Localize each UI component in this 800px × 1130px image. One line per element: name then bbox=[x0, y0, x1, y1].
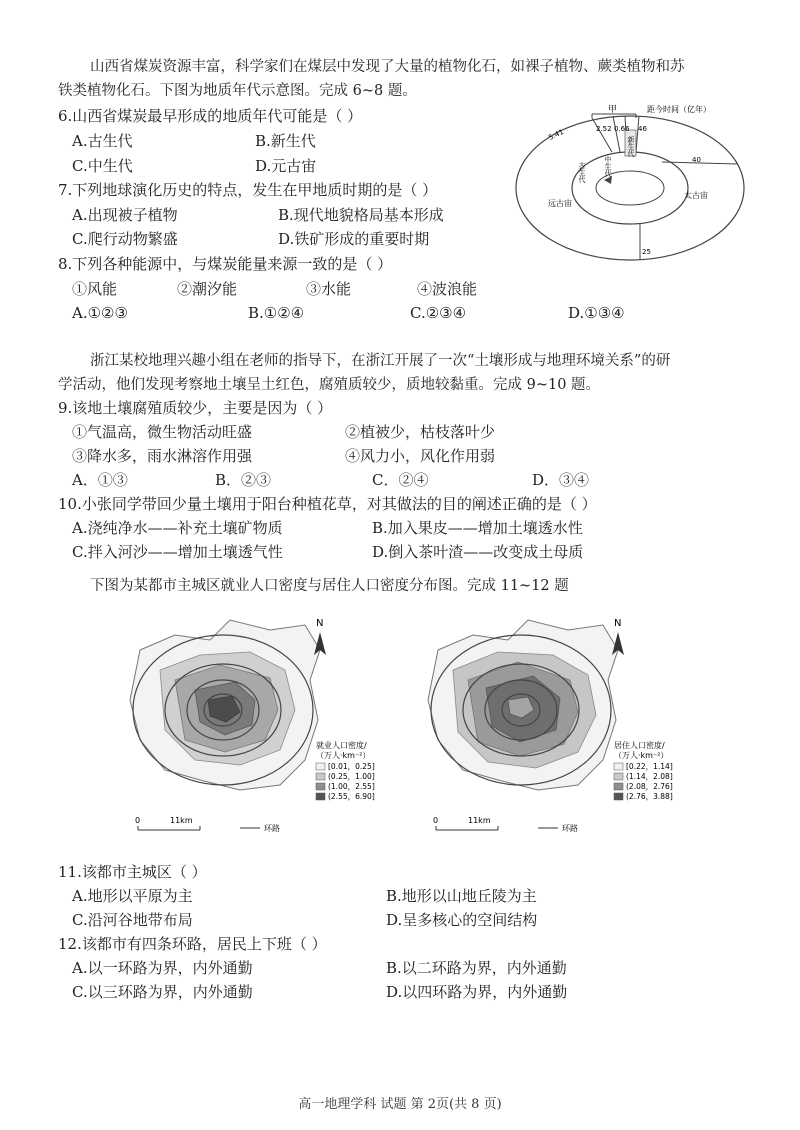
q6-option-d[interactable]: D.元古宙 bbox=[255, 157, 317, 175]
passage-1-line-2: 铁类植物化石。下图为地质年代示意图。完成 6~8 题。 bbox=[58, 83, 417, 99]
north-label-right: N bbox=[614, 618, 622, 629]
q9-option-b[interactable]: B．②③ bbox=[215, 471, 272, 489]
left-ring-road-label: 环路 bbox=[264, 824, 280, 833]
question-6-stem: 6.山西省煤炭最早形成的地质年代可能是（ ） bbox=[58, 107, 363, 125]
right-legend-item: (2.08，2.76] bbox=[626, 782, 673, 791]
passage-1-line-1: 山西省煤炭资源丰富，科学家们在煤层中发现了大量的植物化石，如裸子植物、蕨类植物和苏 bbox=[90, 59, 685, 75]
left-scale-zero: 0 bbox=[135, 816, 141, 825]
q8-option-c[interactable]: C.②③④ bbox=[410, 304, 467, 322]
left-legend-item: [0.01，0.25] bbox=[328, 762, 375, 771]
q8-item-4: ④波浪能 bbox=[417, 280, 478, 298]
tick-2-52: 2.52 bbox=[596, 125, 612, 133]
left-legend-item: (0.25，1.00] bbox=[328, 772, 375, 781]
question-11-stem: 11.该都市主城区（ ） bbox=[58, 863, 207, 881]
q7-option-a[interactable]: A.出现被子植物 bbox=[72, 206, 178, 224]
left-legend-item: (1.00，2.55] bbox=[328, 782, 375, 791]
north-label-left: N bbox=[316, 618, 324, 629]
era-cenozoic: 新生代 bbox=[627, 136, 635, 157]
left-legend-swatch bbox=[316, 783, 325, 790]
q9-option-a[interactable]: A．①③ bbox=[72, 471, 128, 489]
right-scale-dist: 11km bbox=[468, 816, 491, 825]
left-legend-swatch bbox=[316, 763, 325, 770]
left-legend-swatch bbox=[316, 793, 325, 800]
jia-label: 甲 bbox=[608, 105, 618, 115]
era-mesozoic: 中生代 bbox=[604, 156, 612, 177]
right-legend-swatch bbox=[614, 783, 623, 790]
tick-0-66: 0.66 bbox=[614, 125, 630, 133]
tick-25: 25 bbox=[642, 248, 651, 256]
q8-item-3: ③水能 bbox=[306, 280, 352, 298]
right-legend-swatch bbox=[614, 793, 623, 800]
right-ring-road-label: 环路 bbox=[562, 824, 578, 833]
q11-option-d[interactable]: D.呈多核心的空间结构 bbox=[386, 911, 538, 929]
q9-option-c[interactable]: C．②④ bbox=[372, 471, 429, 489]
right-legend-item: [0.22，1.14] bbox=[626, 762, 673, 771]
geologic-time-diagram bbox=[512, 104, 752, 268]
q9-item-2: ②植被少，枯枝落叶少 bbox=[345, 423, 496, 441]
question-9-stem: 9.该地土壤腐殖质较少，主要是因为（ ） bbox=[58, 399, 333, 417]
q8-item-2: ②潮汐能 bbox=[177, 280, 238, 298]
right-legend-swatch bbox=[614, 773, 623, 780]
left-legend-item: (2.55，6.90] bbox=[328, 792, 375, 801]
q9-item-3: ③降水多，雨水淋溶作用强 bbox=[72, 447, 253, 465]
right-legend-title-1: 居住人口密度/ bbox=[614, 741, 665, 750]
q8-option-a[interactable]: A.①②③ bbox=[72, 304, 128, 322]
q8-option-b[interactable]: B.①②④ bbox=[248, 304, 305, 322]
q12-option-c[interactable]: C.以三环路为界，内外通勤 bbox=[72, 983, 253, 1001]
passage-2-line-2: 学活动，他们发现考察地土壤呈土红色，腐殖质较少，质地较黏重。完成 9~10 题。 bbox=[58, 377, 601, 393]
right-legend-item: (2.76，3.88] bbox=[626, 792, 673, 801]
right-legend-item: (1.14，2.08] bbox=[626, 772, 673, 781]
q10-option-a[interactable]: A.浇纯净水——补充土壤矿物质 bbox=[72, 519, 283, 537]
eon-proterozoic: 远古宙 bbox=[548, 199, 572, 208]
q9-item-1: ①气温高，微生物活动旺盛 bbox=[72, 423, 253, 441]
left-legend-swatch bbox=[316, 773, 325, 780]
tick-46: 46 bbox=[638, 125, 647, 133]
page-footer: 高一地理学科 试题 第 2页(共 8 页) bbox=[298, 1097, 502, 1112]
q10-option-d[interactable]: D.倒入茶叶渣——改变成土母质 bbox=[372, 543, 584, 561]
q12-option-a[interactable]: A.以一环路为界，内外通勤 bbox=[72, 959, 253, 977]
q9-option-d[interactable]: D．③④ bbox=[532, 471, 590, 489]
residential-density-map bbox=[418, 610, 708, 840]
left-legend-title-2: （万人·km⁻²） bbox=[316, 751, 371, 760]
q11-option-c[interactable]: C.沿河谷地带布局 bbox=[72, 911, 193, 929]
right-scale-zero: 0 bbox=[433, 816, 439, 825]
q11-option-a[interactable]: A.地形以平原为主 bbox=[72, 887, 193, 905]
q9-item-4: ④风力小，风化作用弱 bbox=[345, 447, 496, 465]
question-8-stem: 8.下列各种能源中，与煤炭能量来源一致的是（ ） bbox=[58, 255, 393, 273]
question-10-stem: 10.小张同学带回少量土壤用于阳台种植花草，对其做法的目的阐述正确的是（ ） bbox=[58, 495, 597, 513]
q10-option-c[interactable]: C.拌入河沙——增加土壤透气性 bbox=[72, 543, 283, 561]
q7-option-c[interactable]: C.爬行动物繁盛 bbox=[72, 230, 178, 248]
question-12-stem: 12.该都市有四条环路，居民上下班（ ） bbox=[58, 935, 327, 953]
eon-archean: 太古宙 bbox=[684, 191, 708, 200]
q8-option-d[interactable]: D.①③④ bbox=[568, 304, 625, 322]
q6-option-b[interactable]: B.新生代 bbox=[255, 132, 316, 150]
time-axis-title: 距今时间（亿年） bbox=[647, 105, 711, 114]
right-legend-swatch bbox=[614, 763, 623, 770]
passage-3-line-1: 下图为某都市主城区就业人口密度与居住人口密度分布图。完成 11~12 题 bbox=[90, 578, 569, 594]
q10-option-b[interactable]: B.加入果皮——增加土壤透水性 bbox=[372, 519, 583, 537]
right-legend-title-2: （万人·km⁻²） bbox=[614, 751, 669, 760]
q8-item-1: ①风能 bbox=[72, 280, 118, 298]
q6-option-c[interactable]: C.中生代 bbox=[72, 157, 133, 175]
q7-option-d[interactable]: D.铁矿形成的重要时期 bbox=[278, 230, 430, 248]
q12-option-d[interactable]: D.以四环路为界，内外通勤 bbox=[386, 983, 568, 1001]
tick-40: 40 bbox=[692, 156, 701, 164]
q11-option-b[interactable]: B.地形以山地丘陵为主 bbox=[386, 887, 537, 905]
employment-density-map bbox=[120, 610, 410, 840]
question-7-stem: 7.下列地球演化历史的特点，发生在甲地质时期的是（ ） bbox=[58, 181, 438, 199]
tick-5-41: 5.41 bbox=[547, 127, 565, 142]
q6-option-a[interactable]: A.古生代 bbox=[72, 132, 133, 150]
era-paleozoic: 古生代 bbox=[578, 162, 586, 183]
left-legend-title-1: 就业人口密度/ bbox=[316, 741, 367, 750]
passage-2-line-1: 浙江某校地理兴趣小组在老师的指导下，在浙江开展了一次“土壤形成与地理环境关系”的研 bbox=[90, 353, 671, 369]
q12-option-b[interactable]: B.以二环路为界，内外通勤 bbox=[386, 959, 567, 977]
q7-option-b[interactable]: B.现代地貌格局基本形成 bbox=[278, 206, 444, 224]
left-scale-dist: 11km bbox=[170, 816, 193, 825]
